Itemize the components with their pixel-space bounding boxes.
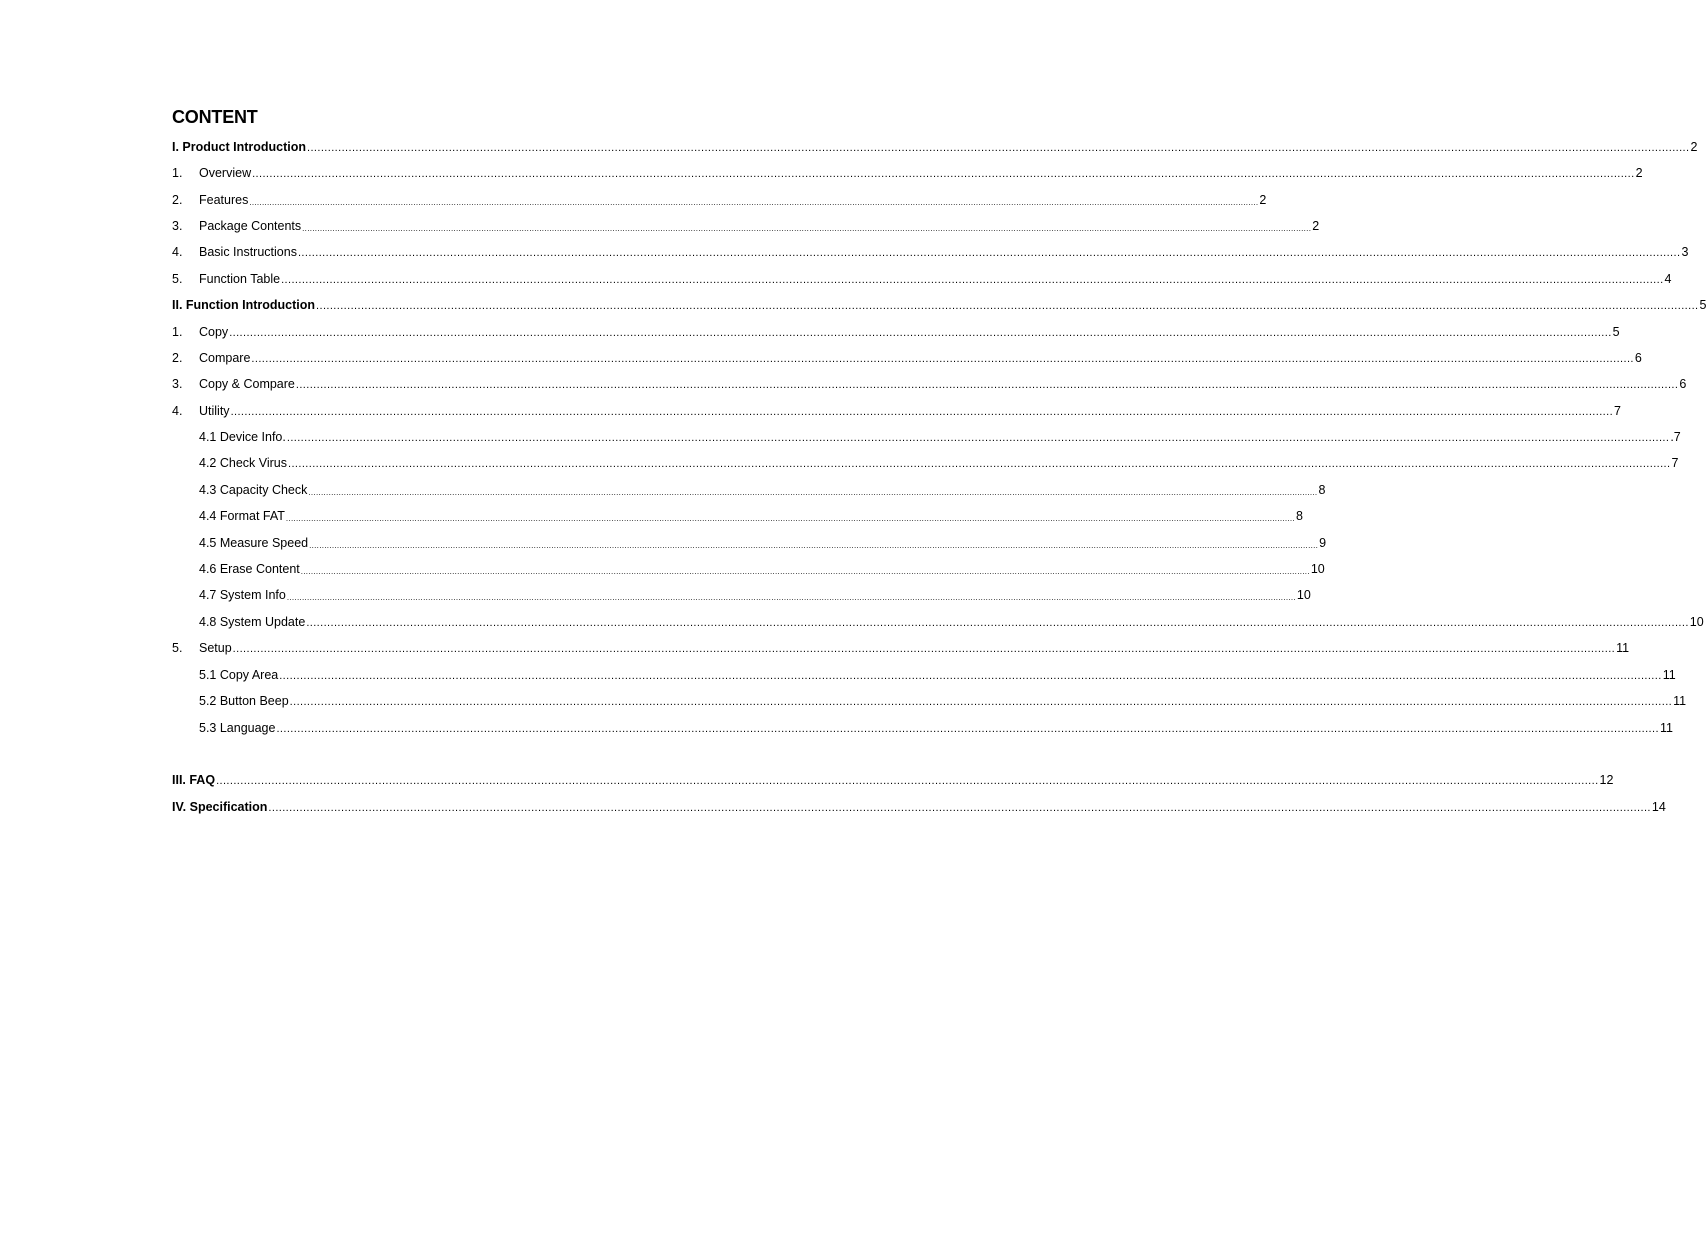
toc-entry-label: Package Contents [199,219,302,233]
toc-entry-label: IV. Specification [172,800,268,814]
toc-entry[interactable] [172,216,1320,234]
toc-entry-page: 8 [1295,509,1303,523]
toc-entry-label: Basic Instructions [199,245,297,259]
toc-entry[interactable] [199,453,1679,471]
toc-leader-dots: ................................................................................................................................................................................................................................................................................................................................................................................................................ [285,514,1295,523]
toc-leader-dots: ................................................................................................................................................................................................................................................................................................................................................................................................................ [316,300,1699,312]
toc-entry-label: I. Product Introduction [172,140,307,154]
toc-entry-number: 2. [172,351,183,365]
toc-leader-dots: ................................................................................................................................................................................................................................................................................................................................................................................................................ [300,567,1310,576]
toc-entry-page: 5 [1699,298,1706,312]
toc-leader-dots: ................................................................................................................................................................................................................................................................................................................................................................................................................ [229,327,1612,339]
toc-entry-label: III. FAQ [172,773,216,787]
toc-entry-label: Setup [199,641,232,655]
toc-leader-dots: ................................................................................................................................................................................................................................................................................................................................................................................................................ [308,488,1318,497]
toc-leader-dots: ................................................................................................................................................................................................................................................................................................................................................................................................................ [276,723,1659,735]
toc-leader-dots: ................................................................................................................................................................................................................................................................................................................................................................................................................ [295,379,1679,391]
toc-leader-dots: ................................................................................................................................................................................................................................................................................................................................................................................................................ [288,458,1671,470]
toc-entry-label: Copy [199,325,229,339]
toc-entry[interactable] [199,427,1681,445]
toc-entry-page: 9 [1319,536,1327,550]
toc-entry[interactable] [172,137,1698,155]
toc-entry[interactable] [199,691,1687,709]
toc-entry[interactable] [172,242,1689,260]
toc-entry[interactable] [199,718,1673,736]
toc-entry-label: II. Function Introduction [172,298,316,312]
toc-entry-page: 14 [1651,800,1666,814]
toc-leader-dots: ................................................................................................................................................................................................................................................................................................................................................................................................................ [268,802,1651,814]
toc-entry-number: 2. [172,193,183,207]
toc-entry[interactable] [172,770,1614,788]
toc-entry[interactable] [172,190,1267,208]
toc-entry-number: 5. [172,641,183,655]
toc-entry-label: 4.3 Capacity Check [199,483,308,497]
toc-entry[interactable] [199,585,1311,603]
toc-entry-page: 2 [1690,140,1698,154]
toc-entry-number: 1. [172,166,183,180]
toc-entry-label: 4.2 Check Virus [199,456,288,470]
toc-entry-page: 11 [1673,694,1687,708]
toc-entry[interactable] [172,295,1706,313]
toc-entry-page: 10 [1296,588,1311,602]
toc-title: CONTENT [172,107,258,127]
toc-entry[interactable] [172,797,1666,815]
toc-entry-page: 11 [1616,641,1630,655]
toc-entry-page: 6 [1634,351,1642,365]
toc-entry-label: Utility [199,404,230,418]
toc-entry-label: 5.2 Button Beep [199,694,289,708]
toc-entry-page: 10 [1689,615,1704,629]
toc-entry[interactable] [172,638,1630,656]
toc-leader-dots: ................................................................................................................................................................................................................................................................................................................................................................................................................ [286,593,1296,602]
toc-leader-dots: ................................................................................................................................................................................................................................................................................................................................................................................................................ [216,775,1599,787]
toc-entry-number: 3. [172,377,183,391]
toc-entry-label: 4.4 Format FAT [199,509,285,523]
toc-entry-page: .7 [1670,430,1681,444]
toc-entry-page: 12 [1599,773,1614,787]
toc-entry[interactable] [172,163,1643,181]
toc-entry[interactable] [199,506,1303,524]
toc-entry[interactable] [172,348,1642,366]
toc-leader-dots: ................................................................................................................................................................................................................................................................................................................................................................................................................ [289,696,1673,708]
toc-leader-dots: ................................................................................................................................................................................................................................................................................................................................................................................................................ [307,142,1690,154]
toc-entry[interactable] [199,612,1704,630]
toc-leader-dots: ................................................................................................................................................................................................................................................................................................................................................................................................................ [309,541,1319,550]
toc-entry-page: 8 [1318,483,1326,497]
toc-entry-page: 10 [1310,562,1325,576]
toc-entry[interactable] [199,665,1676,683]
toc-entry-label: Overview [199,166,252,180]
toc-entry-page: 11 [1659,721,1673,735]
toc-entry-number: 5. [172,272,183,286]
toc-entry-label: Function Table [199,272,281,286]
toc-entry-label: Compare [199,351,251,365]
toc-entry-page: 11 [1662,668,1676,682]
toc-entry-label: 4.5 Measure Speed [199,536,309,550]
toc-entry-label: 4.6 Erase Content [199,562,300,576]
toc-leader-dots: ................................................................................................................................................................................................................................................................................................................................................................................................................ [286,432,1670,444]
toc-entry[interactable] [172,374,1687,392]
toc-entry[interactable] [199,559,1325,577]
toc-entry-label: Features [199,193,249,207]
toc-entry-label: 5.1 Copy Area [199,668,279,682]
toc-leader-dots: ................................................................................................................................................................................................................................................................................................................................................................................................................ [281,274,1664,286]
toc-entry-label: Copy & Compare [199,377,295,391]
toc-entry-page: 5 [1612,325,1620,339]
toc-entry[interactable] [172,269,1672,287]
toc-leader-dots: ................................................................................................................................................................................................................................................................................................................................................................................................................ [232,643,1616,655]
toc-entry-label: 5.3 Language [199,721,276,735]
toc-leader-dots: ................................................................................................................................................................................................................................................................................................................................................................................................................ [297,247,1681,259]
toc-entry-page: 2 [1259,193,1267,207]
toc-leader-dots: ................................................................................................................................................................................................................................................................................................................................................................................................................ [252,168,1635,180]
toc-entry-label: 4.1 Device Info. [199,430,286,444]
toc-entry-page: 7 [1671,456,1679,470]
toc-entry-page: 2 [1635,166,1643,180]
toc-entry[interactable] [199,480,1326,498]
toc-entry-page: 7 [1614,404,1621,418]
toc-leader-dots: ................................................................................................................................................................................................................................................................................................................................................................................................................ [251,353,1634,365]
toc-entry-page: 3 [1681,245,1689,259]
toc-leader-dots: ................................................................................................................................................................................................................................................................................................................................................................................................................ [230,406,1614,418]
toc-entry[interactable] [172,401,1621,419]
toc-entry[interactable] [172,322,1620,340]
toc-leader-dots: ................................................................................................................................................................................................................................................................................................................................................................................................................ [306,617,1689,629]
toc-entry-page: 4 [1664,272,1672,286]
toc-entry-number: 3. [172,219,183,233]
toc-entry-number: 1. [172,325,183,339]
toc-entry-number: 4. [172,404,183,418]
toc-leader-dots: ................................................................................................................................................................................................................................................................................................................................................................................................................ [249,198,1259,207]
toc-entry-label: 4.8 System Update [199,615,306,629]
toc-leader-dots: ................................................................................................................................................................................................................................................................................................................................................................................................................ [302,224,1312,233]
toc-leader-dots: ................................................................................................................................................................................................................................................................................................................................................................................................................ [279,670,1662,682]
toc-entry[interactable] [199,533,1327,551]
toc-entry-label: 4.7 System Info [199,588,286,602]
toc-entry-page: 6 [1679,377,1687,391]
toc-entry-page: 2 [1312,219,1320,233]
toc-entry-number: 4. [172,245,183,259]
